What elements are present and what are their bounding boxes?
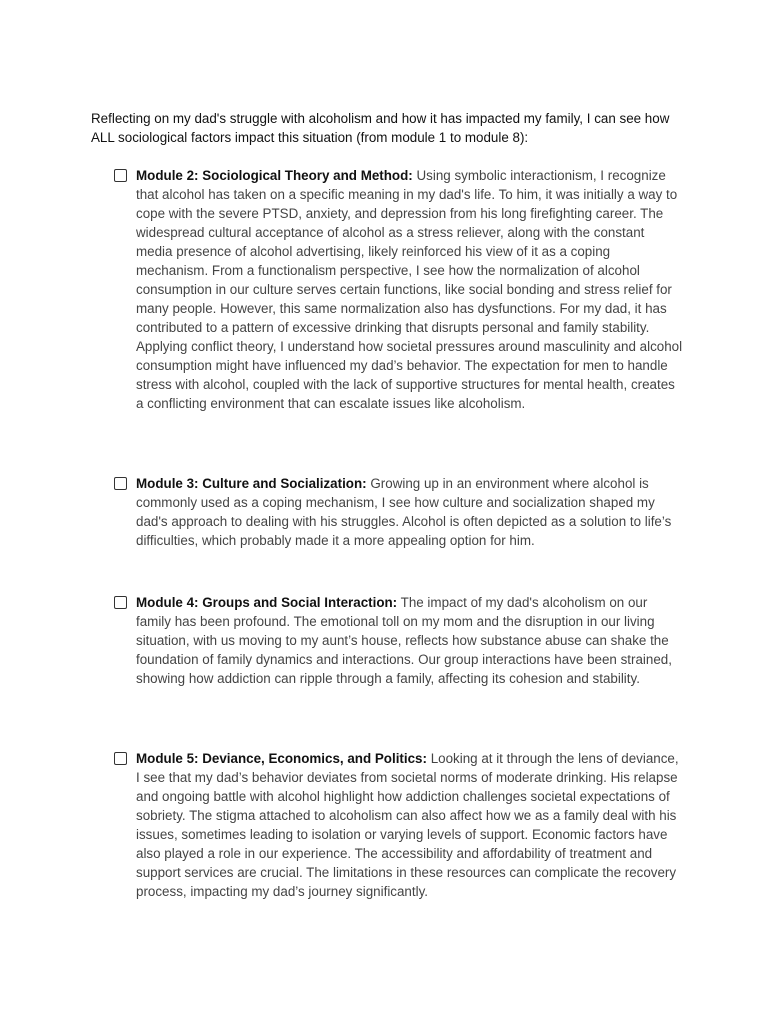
intro-paragraph: Reflecting on my dad's struggle with alcoholism and how it has impacted my family, I can see how ALL sociological factors impact this situation (from module 1 to module 8): <box>91 111 670 145</box>
checkbox[interactable] <box>114 596 127 609</box>
module-title: Module 5: Deviance, Economics, and Politics: <box>136 751 427 766</box>
module-title: Module 4: Groups and Social Interaction: <box>136 595 398 610</box>
checkbox[interactable] <box>114 477 127 490</box>
module-body: The impact of my dad's alcoholism on our family has been profound. The emotional toll on my mom and the disruption in our living situation, with us moving to my aunt’s house, reflects how substance abuse can shake the foundation of family dynamics and interactions. Our group interactions have been strained, showing how addiction can ripple through a family, affecting its cohesion and stability. <box>136 595 672 686</box>
module-body: Growing up in an environment where alcohol is commonly used as a coping mechanism, I see how culture and socialization shaped my dad's approach to dealing with his struggles. Alcohol is often depicted as a solution to life’s difficulties, which probably made it a more appealing option for him. <box>136 476 672 548</box>
module-title: Module 2: Sociological Theory and Method: <box>136 168 413 183</box>
checkbox[interactable] <box>114 752 127 765</box>
checklist-item-text <box>136 593 684 688</box>
module-title: Module 3: Culture and Socialization: <box>136 476 367 491</box>
module-body: Using symbolic interactionism, I recognize that alcohol has taken on a specific meaning in my dad's life. To him, it was initially a way to cope with the severe PTSD, anxiety, and depression from his long firefighting career. The widespread cultural acceptance of alcohol as a stress reliever, along with the constant media presence of alcohol advertising, likely reinforced his view of it as a coping mechanism. From a functionalism perspective, I see how the normalization of alcohol consumption in our culture serves certain functions, like social bonding and stress relief for many people. However, this same normalization also has dysfunctions. For my dad, it has contributed to a pattern of excessive drinking that disrupts personal and family stability. Applying conflict theory, I understand how societal pressures around masculinity and alcohol consumption might have influenced my dad’s behavior. The expectation for men to handle stress with alcohol, coupled with the lack of supportive structures for mental health, creates a conflicting environment that can escalate issues like alcoholism. <box>136 168 683 411</box>
checkbox[interactable] <box>114 169 127 182</box>
checklist-item-text <box>136 474 684 550</box>
checklist-item-text <box>136 749 684 901</box>
module-body: Looking at it through the lens of deviance, I see that my dad’s behavior deviates from societal norms of moderate drinking. His relapse and ongoing battle with alcohol highlight how addiction challenges societal expectations of sobriety. The stigma attached to alcoholism can also affect how we as a family deal with his issues, sometimes leading to isolation or varying levels of support. Economic factors have also played a role in our experience. The accessibility and affordability of treatment and support services are crucial. The limitations in these resources can complicate the recovery process, impacting my dad’s journey significantly. <box>136 751 679 899</box>
checklist-item-text <box>136 166 684 413</box>
